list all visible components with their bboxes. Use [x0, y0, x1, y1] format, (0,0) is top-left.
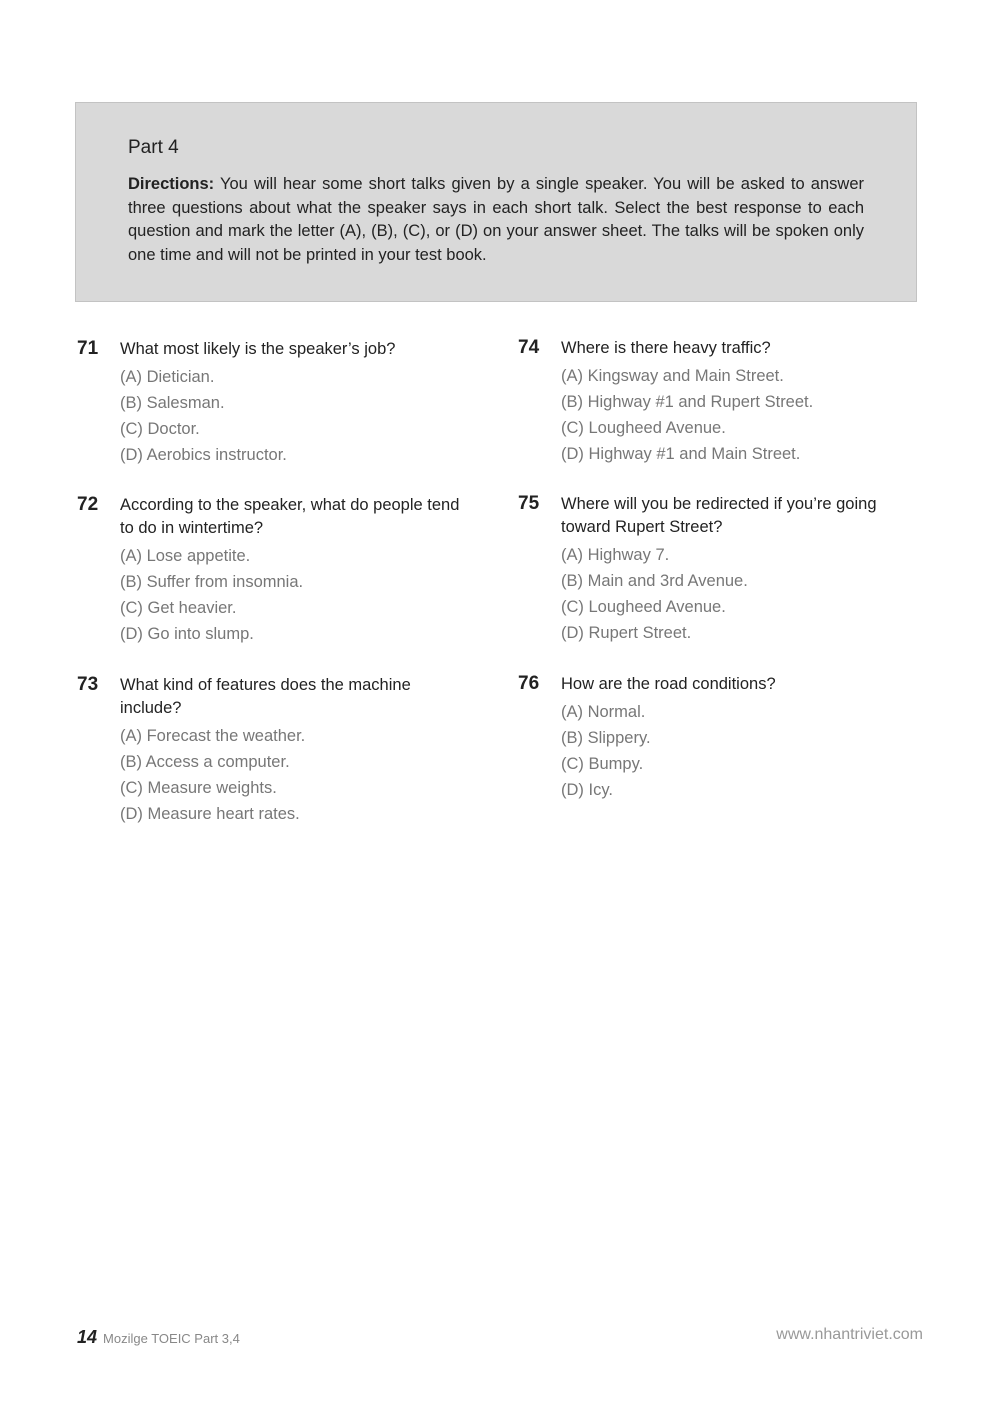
question-number: 71: [77, 338, 99, 359]
option-a: (A) Kingsway and Main Street.: [561, 367, 784, 385]
part-title: Part 4: [128, 137, 179, 158]
page-number: 14: [77, 1327, 98, 1347]
option-c: (C) Bumpy.: [561, 755, 644, 773]
option-b: (B) Highway #1 and Rupert Street.: [561, 393, 814, 411]
options-list: [561, 699, 901, 803]
page-footer: [77, 1327, 240, 1348]
book-title: Mozilge TOEIC Part 3,4: [103, 1331, 240, 1346]
option-a: (A) Dietician.: [120, 368, 215, 386]
directions-text: [128, 173, 864, 267]
question-stem: Where is there heavy traffic?: [561, 339, 771, 357]
option-b: (B) Slippery.: [561, 729, 651, 747]
options-list: [561, 363, 901, 467]
option-c: (C) Get heavier.: [120, 599, 237, 617]
question-number: 74: [518, 337, 540, 358]
option-b: (B) Access a computer.: [120, 753, 290, 771]
option-c: (C) Lougheed Avenue.: [561, 598, 726, 616]
question-stem: What kind of features does the machine include?: [120, 676, 411, 717]
option-d: (D) Icy.: [561, 781, 613, 799]
option-b: (B) Salesman.: [120, 394, 225, 412]
option-b: (B) Main and 3rd Avenue.: [561, 572, 748, 590]
question-number: 73: [77, 674, 99, 695]
option-d: (D) Go into slump.: [120, 625, 254, 643]
option-d: (D) Measure heart rates.: [120, 805, 300, 823]
options-list: [561, 542, 901, 646]
option-b: (B) Suffer from insomnia.: [120, 573, 304, 591]
option-a: (A) Normal.: [561, 703, 646, 721]
question-number: 76: [518, 673, 540, 694]
option-c: (C) Lougheed Avenue.: [561, 419, 726, 437]
question-stem: According to the speaker, what do people tend to do in wintertime?: [120, 496, 460, 537]
question-stem: How are the road conditions?: [561, 675, 776, 693]
question-number: 72: [77, 494, 99, 515]
option-a: (A) Forecast the weather.: [120, 727, 306, 745]
options-list: [120, 723, 460, 827]
directions-body: You will hear some short talks given by a single speaker. You will be asked to answer three questions about what the speaker says in each short talk. Select the best response to each question and mark the letter (A), (B), (C), or (D) on your answer sheet. The talks will be spoken only one time and will not be printed in your test book.: [128, 175, 864, 264]
question-stem: Where will you be redirected if you’re going toward Rupert Street?: [561, 495, 877, 536]
option-a: (A) Lose appetite.: [120, 547, 251, 565]
options-list: [120, 543, 460, 647]
options-list: [120, 364, 460, 468]
option-c: (C) Measure weights.: [120, 779, 277, 797]
website-url: www.nhantriviet.com: [776, 1326, 923, 1343]
option-d: (D) Rupert Street.: [561, 624, 692, 642]
directions-label: Directions:: [128, 175, 215, 193]
option-a: (A) Highway 7.: [561, 546, 670, 564]
option-d: (D) Highway #1 and Main Street.: [561, 445, 801, 463]
question-number: 75: [518, 493, 540, 514]
option-c: (C) Doctor.: [120, 420, 200, 438]
option-d: (D) Aerobics instructor.: [120, 446, 287, 464]
question-stem: What most likely is the speaker’s job?: [120, 340, 396, 358]
directions-box: [75, 102, 917, 302]
